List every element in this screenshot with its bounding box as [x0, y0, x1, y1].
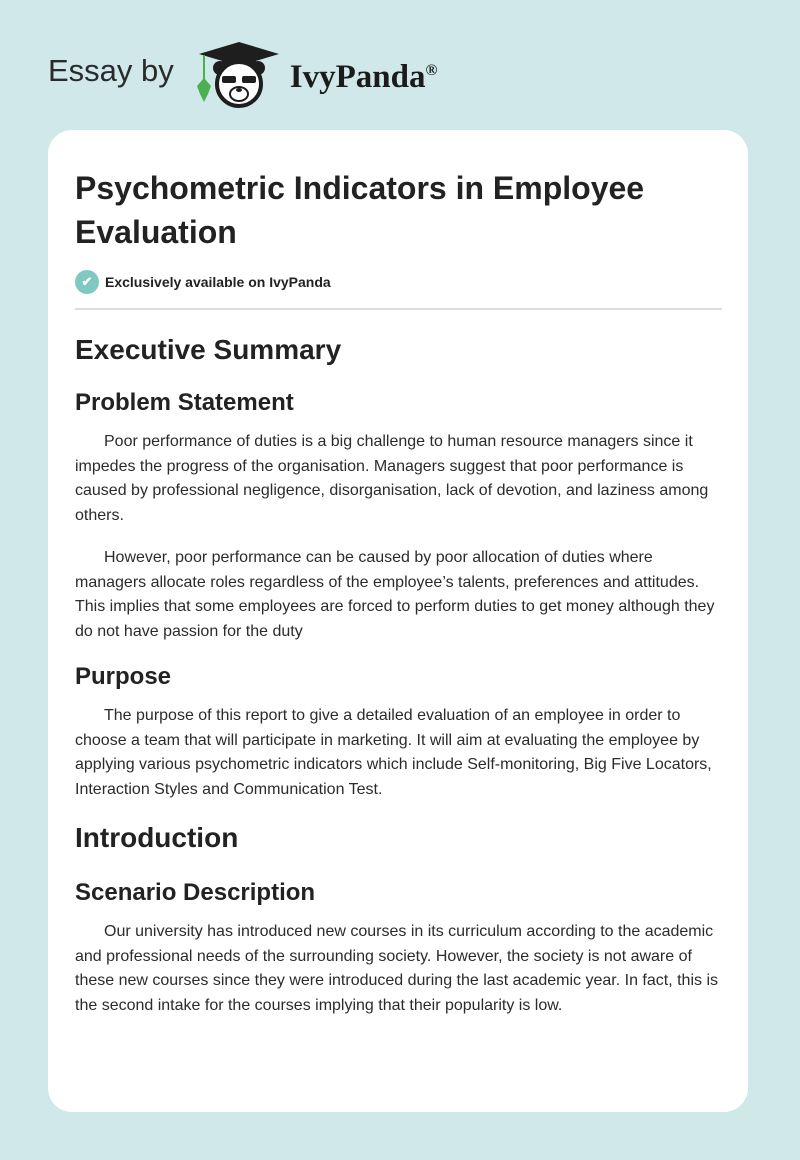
heading-executive-summary: Executive Summary [75, 334, 342, 365]
essay-title: Psychometric Indicators in Employee Evaluation [75, 170, 645, 250]
badge-text: Exclusively available on IvyPanda [105, 274, 331, 290]
site-header [48, 40, 437, 110]
paragraph: The purpose of this report to give a detailed evaluation of an employee in order to choose a team that will participate in marketing. It will aim at evaluating the employee by applying various psychometric indicators which include Self-monitoring, Big Five Locators, Interaction Styles and Communication Test. [75, 707, 712, 798]
heading-scenario-description: Scenario Description [75, 879, 316, 906]
ivypanda-logo-icon[interactable] [194, 40, 284, 110]
paragraph: Poor performance of duties is a big challenge to human resource managers since it impedes the progress of the organisation. Managers suggest that poor performance is caused by professional negligence, disorganisation, lack of devotion, and laziness among others. [75, 433, 709, 524]
exclusive-badge [75, 270, 722, 294]
paragraph: Our university has introduced new courses in its curriculum according to the academic and professional needs of the surrounding society. However, the society is not aware of these new courses since they were introduced during the last academic year. In fact, this is the second intake for the courses implying that their popularity is low. [75, 923, 718, 1014]
check-icon: ✔ [75, 270, 99, 294]
registered-mark: ® [425, 61, 438, 79]
brand-text: IvyPanda [289, 58, 426, 95]
heading-problem-statement: Problem Statement [75, 389, 294, 416]
brand-name [290, 59, 438, 96]
heading-introduction: Introduction [75, 822, 239, 853]
essay-by-label: Essay by [48, 53, 174, 88]
heading-purpose: Purpose [75, 663, 172, 690]
essay-card [48, 130, 748, 1112]
paragraph: However, poor performance can be caused by poor allocation of duties where managers allocate roles regardless of the employee’s talents, preferences and attitudes. This implies that some employees are forced to perform duties to get money although they do not have passion for the duty [75, 549, 715, 640]
divider [75, 308, 722, 310]
